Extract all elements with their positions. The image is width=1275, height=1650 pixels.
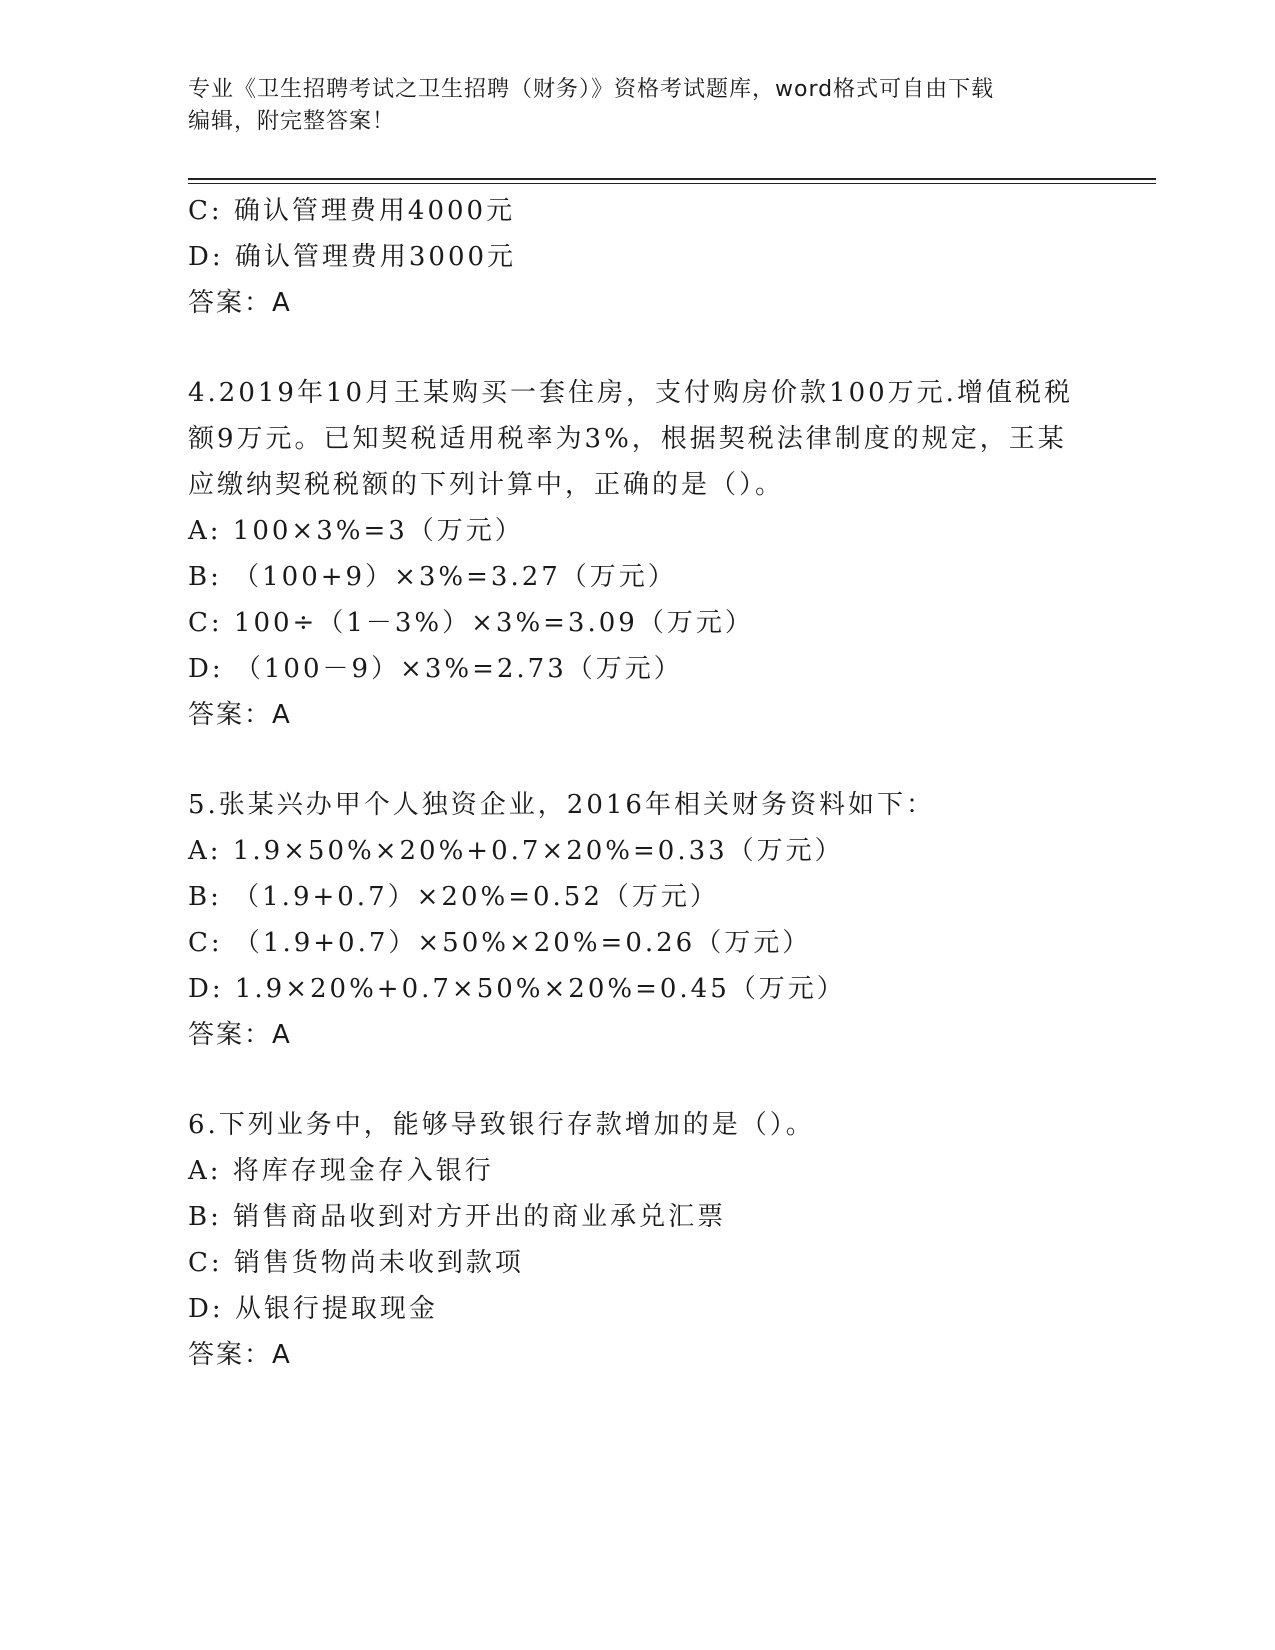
header-divider-thin (188, 183, 1156, 184)
document-header (188, 74, 1088, 138)
option-c: C: （1.9+0.7）×50%×20%=0.26（万元） (188, 928, 812, 958)
option-c: C: 100÷（1－3%）×3%=3.09（万元） (188, 608, 754, 638)
option-a: A: 1.9×50%×20%+0.7×20%=0.33（万元） (188, 836, 844, 866)
answer-line: 答案：A (188, 1020, 292, 1050)
question-spacer (188, 326, 1128, 370)
question-5 (188, 782, 1128, 1058)
option-d: D: （100－9）×3%=2.73（万元） (188, 654, 683, 684)
option-b: B: （1.9+0.7）×20%=0.52（万元） (188, 882, 719, 912)
question-4 (188, 370, 1128, 738)
question-stem-line: 应缴纳契税税额的下列计算中，正确的是（）。 (188, 470, 785, 500)
answer-line: 答案：A (188, 288, 292, 318)
option-a: A: 将库存现金存入银行 (188, 1156, 494, 1186)
question-list (188, 188, 1128, 1378)
option-b: B: （100+9）×3%=3.27（万元） (188, 562, 677, 592)
header-title-line-1: 专业《卫生招聘考试之卫生招聘（财务）》资格考试题库，word格式可自由下载 (188, 77, 995, 102)
question-stem-line: 4.2019年10月王某购买一套住房，支付购房价款100万元.增值税税 (188, 378, 1073, 408)
option-d: D: 1.9×20%+0.7×50%×20%=0.45（万元） (188, 974, 846, 1004)
option-a: A: 100×3%=3（万元） (188, 516, 524, 546)
question-spacer (188, 1058, 1128, 1102)
option-d: D: 从银行提取现金 (188, 1294, 438, 1324)
option-b: B: 销售商品收到对方开出的商业承兑汇票 (188, 1202, 727, 1232)
question-3 (188, 188, 1128, 326)
header-divider-thick (188, 178, 1156, 180)
header-title-line-2: 编辑，附完整答案！ (188, 109, 396, 134)
question-stem-line: 额9万元。已知契税适用税率为3%，根据契税法律制度的规定，王某 (188, 424, 1067, 454)
option-c: C: 销售货物尚未收到款项 (188, 1248, 524, 1278)
option-d: D: 确认管理费用3000元 (188, 242, 517, 272)
question-stem-line: 5.张某兴办甲个人独资企业，2016年相关财务资料如下： (188, 790, 935, 820)
question-spacer (188, 738, 1128, 782)
answer-line: 答案：A (188, 1340, 292, 1370)
option-c: C: 确认管理费用4000元 (188, 196, 516, 226)
question-6 (188, 1102, 1128, 1378)
answer-line: 答案：A (188, 700, 292, 730)
question-stem-line: 6.下列业务中，能够导致银行存款增加的是（）。 (188, 1110, 815, 1140)
